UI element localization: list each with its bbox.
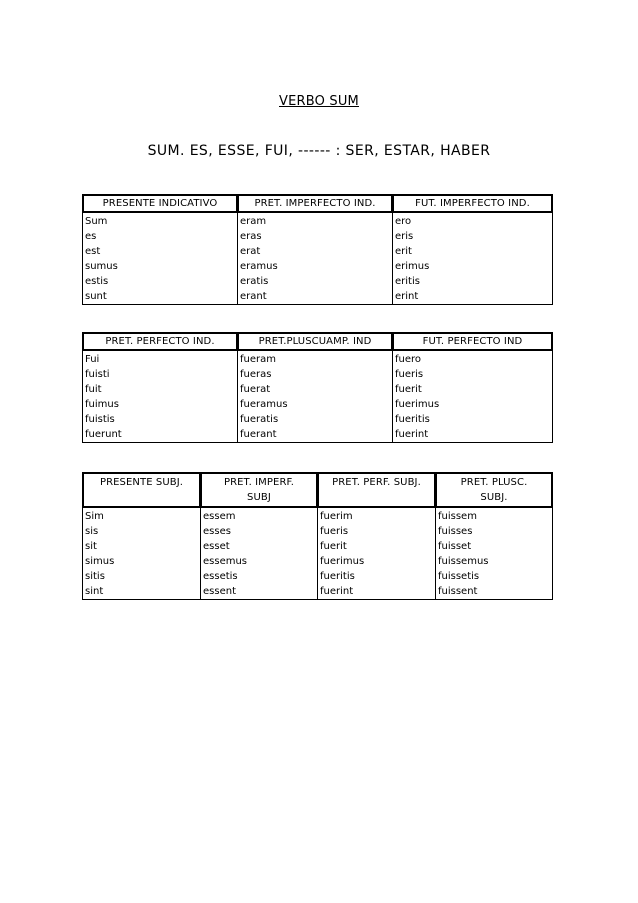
table-cell: erimus	[393, 259, 553, 274]
table-row	[83, 229, 553, 244]
table-cell: essemus	[201, 554, 318, 569]
table-cell: fuerint	[318, 584, 436, 600]
table-cell: erat	[238, 244, 393, 259]
table-cell: eramus	[238, 259, 393, 274]
table-cell: eras	[238, 229, 393, 244]
table-cell: fuissetis	[436, 569, 553, 584]
table-cell: Fui	[83, 351, 238, 368]
table-cell: fuerunt	[83, 427, 238, 443]
table-cell: fueritis	[393, 412, 553, 427]
table-cell: fuissemus	[436, 554, 553, 569]
table-cell: erit	[393, 244, 553, 259]
table-cell: fuisti	[83, 367, 238, 382]
table-cell: ero	[393, 213, 553, 230]
column-header: PRET.PLUSCUAMP. IND	[238, 333, 393, 351]
page-subtitle: SUM. ES, ESSE, FUI, ------ : SER, ESTAR, HABER	[147, 143, 491, 159]
table-cell: fuissent	[436, 584, 553, 600]
table-cell: es	[83, 229, 238, 244]
table-cell: fueram	[238, 351, 393, 368]
table-row	[83, 584, 553, 600]
table-cell: fueris	[393, 367, 553, 382]
table-cell: erint	[393, 289, 553, 305]
table-cell: fuit	[83, 382, 238, 397]
table-cell: fuerint	[393, 427, 553, 443]
table-row	[83, 569, 553, 584]
table-cell: eris	[393, 229, 553, 244]
table-row	[83, 508, 553, 525]
table-row	[83, 539, 553, 554]
table-cell: fuerimus	[318, 554, 436, 569]
table-cell: fueramus	[238, 397, 393, 412]
conjugation-table-subjunctive	[82, 472, 553, 600]
table-cell: fuero	[393, 351, 553, 368]
column-header: FUT. IMPERFECTO IND.	[393, 195, 553, 213]
table-row	[83, 367, 553, 382]
table-row	[83, 213, 553, 230]
table-row	[83, 427, 553, 443]
table-cell: eram	[238, 213, 393, 230]
conjugation-table-indicative-2	[82, 332, 553, 443]
page-title: VERBO SUM	[279, 94, 359, 109]
table-row	[83, 524, 553, 539]
table-cell: Sum	[83, 213, 238, 230]
table-cell: fuerit	[318, 539, 436, 554]
table-cell: sit	[83, 539, 201, 554]
table-cell: est	[83, 244, 238, 259]
column-header: PRESENTE INDICATIVO	[83, 195, 238, 213]
table-cell: sint	[83, 584, 201, 600]
table-row	[83, 397, 553, 412]
table-cell: esses	[201, 524, 318, 539]
table-cell: essem	[201, 508, 318, 525]
conjugation-table-indicative-1	[82, 194, 553, 305]
table-cell: erant	[238, 289, 393, 305]
column-header: PRESENTE SUBJ.	[83, 473, 201, 508]
table-cell: sunt	[83, 289, 238, 305]
table-cell: fuimus	[83, 397, 238, 412]
table-cell: fuistis	[83, 412, 238, 427]
column-header: PRET. IMPERFECTO IND.	[238, 195, 393, 213]
table-row	[83, 274, 553, 289]
table-cell: fuerit	[393, 382, 553, 397]
column-header: FUT. PERFECTO IND	[393, 333, 553, 351]
table-cell: essetis	[201, 569, 318, 584]
table-cell: fuerim	[318, 508, 436, 525]
table-cell: estis	[83, 274, 238, 289]
table-cell: fueras	[238, 367, 393, 382]
column-header: PRET. PERFECTO IND.	[83, 333, 238, 351]
table-cell: fuissem	[436, 508, 553, 525]
table-cell: sumus	[83, 259, 238, 274]
table-cell: simus	[83, 554, 201, 569]
column-header: PRET. IMPERF. SUBJ	[201, 473, 318, 508]
table-row	[83, 554, 553, 569]
table-cell: sis	[83, 524, 201, 539]
table-cell: fuerimus	[393, 397, 553, 412]
table-row	[83, 382, 553, 397]
table-cell: eratis	[238, 274, 393, 289]
table-cell: fuisset	[436, 539, 553, 554]
table-cell: fueris	[318, 524, 436, 539]
table-cell: eritis	[393, 274, 553, 289]
table-cell: fuerat	[238, 382, 393, 397]
table-row	[83, 259, 553, 274]
table-cell: fueritis	[318, 569, 436, 584]
column-header: PRET. PERF. SUBJ.	[318, 473, 436, 508]
table-cell: fuisses	[436, 524, 553, 539]
table-row	[83, 289, 553, 305]
table-row	[83, 244, 553, 259]
table-cell: sitis	[83, 569, 201, 584]
table-cell: Sim	[83, 508, 201, 525]
table-cell: fuerant	[238, 427, 393, 443]
table-row	[83, 412, 553, 427]
table-row	[83, 351, 553, 368]
table-cell: essent	[201, 584, 318, 600]
table-cell: fueratis	[238, 412, 393, 427]
column-header: PRET. PLUSC. SUBJ.	[436, 473, 553, 508]
table-cell: esset	[201, 539, 318, 554]
